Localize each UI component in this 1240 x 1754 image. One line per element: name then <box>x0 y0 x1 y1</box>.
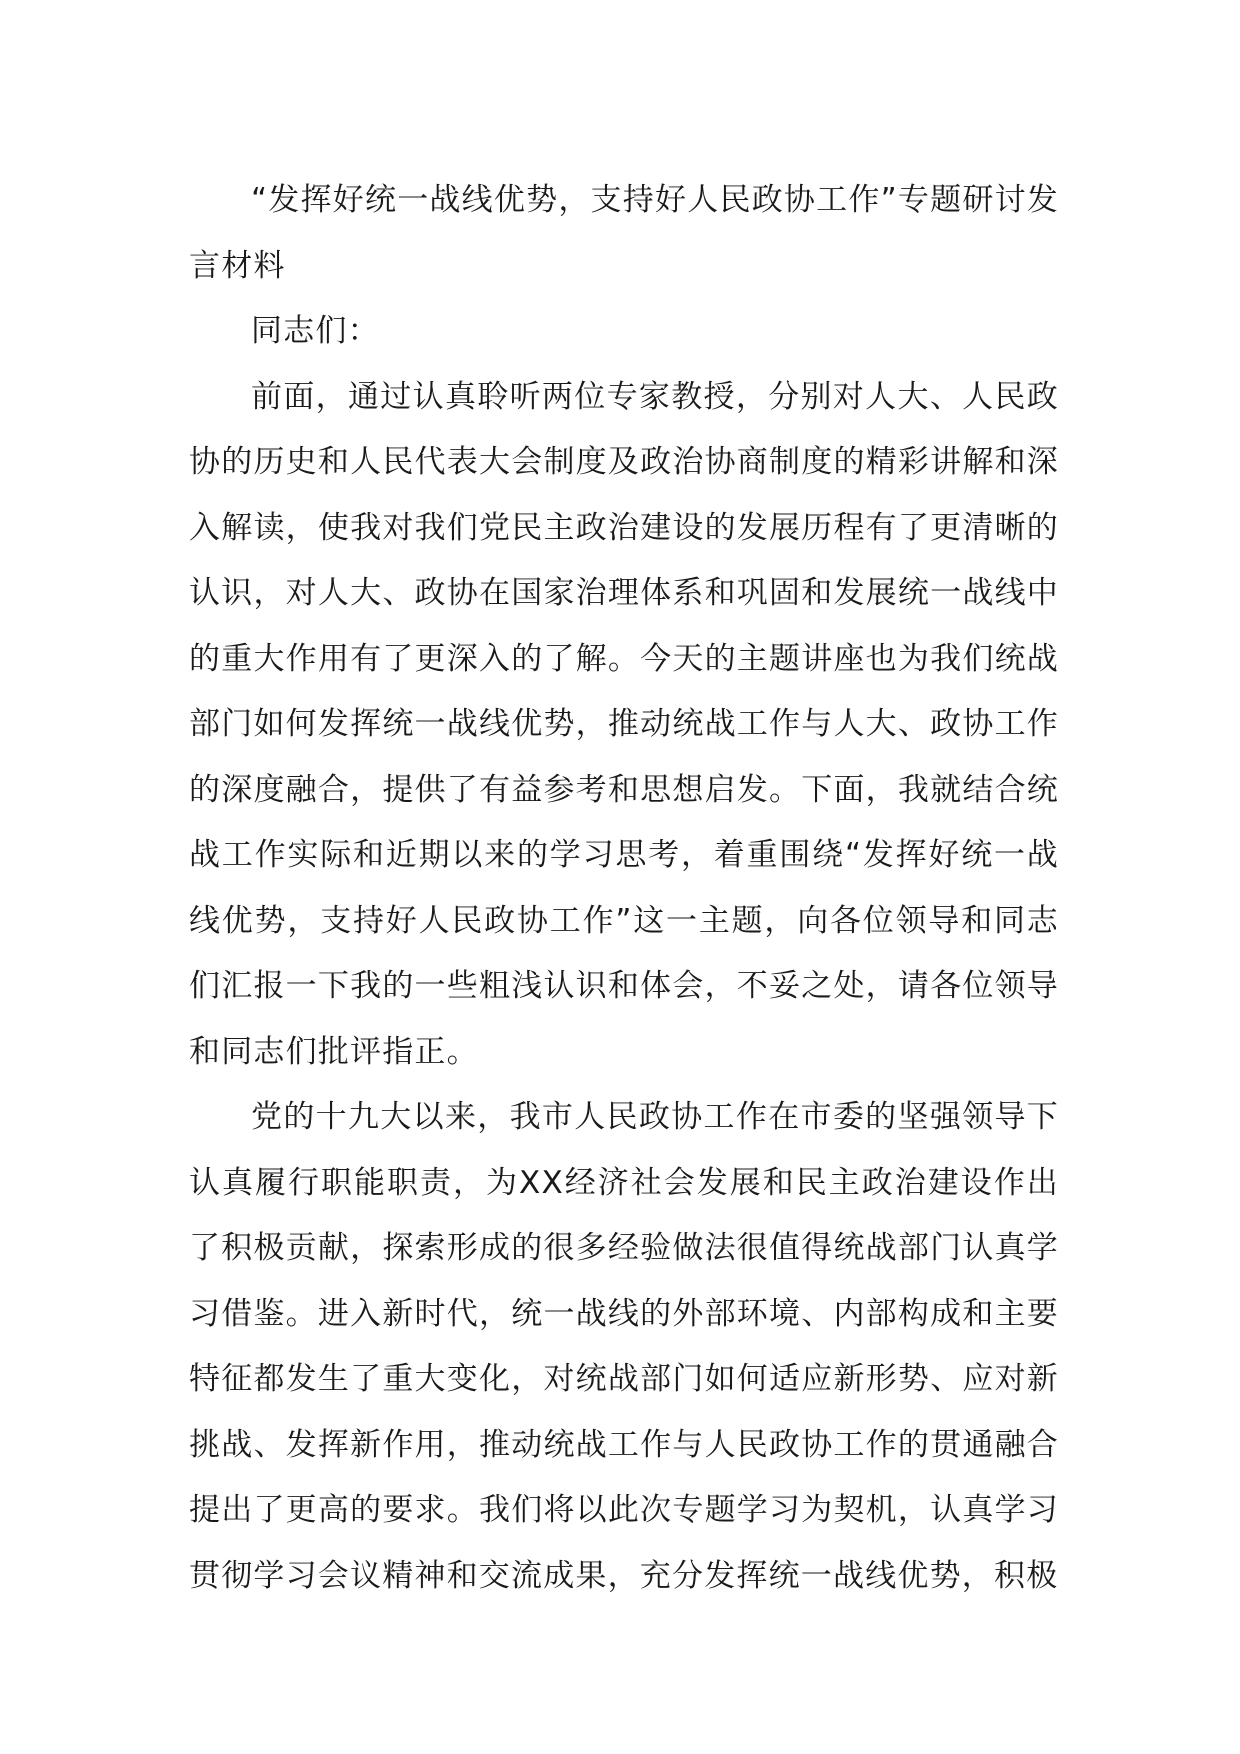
paragraph-2: 党的十九大以来，我市人民政协工作在市委的坚强领导下认真履行职能职责，为XX经济社会发展和民主政治建设作出了积极贡献，探索形成的很多经验做法很值得统战部门认真学习借鉴。进入新时代，统一战线的外部环境、内部构成和主要特征都发生了重大变化，对统战部门如何适应新形势、应对新挑战、发挥新作用，推动统战工作与人民政协工作的贯通融合提出了更高的要求。我们将以此次专题学习为契机，认真学习贯彻学习会议精神和交流成果，充分发挥统一战线优势，积极 <box>189 1099 1059 1594</box>
paragraph-1: 前面，通过认真聆听两位专家教授，分别对人大、人民政协的历史和人民代表大会制度及政治协商制度的精彩讲解和深入解读，使我对我们党民主政治建设的发展历程有了更清晰的认识，对人大、政协在国家治理体系和巩固和发展统一战线中的重大作用有了更深入的了解。今天的主题讲座也为我们统战部门如何发挥统一战线优势，推动统战工作与人大、政协工作的深度融合，提供了有益参考和思想启发。下面，我就结合统战工作实际和近期以来的学习思考，着重围绕“发挥好统一战线优势，支持好人民政协工作”这一主题，向各位领导和同志们汇报一下我的一些粗浅认识和体会，不妥之处，请各位领导和同志们批评指正。 <box>189 378 1059 1070</box>
salutation: 同志们： <box>251 313 380 349</box>
document-body <box>189 168 1059 1609</box>
document-title: “发挥好统一战线优势，支持好人民政协工作”专题研讨发言材料 <box>189 182 1059 284</box>
